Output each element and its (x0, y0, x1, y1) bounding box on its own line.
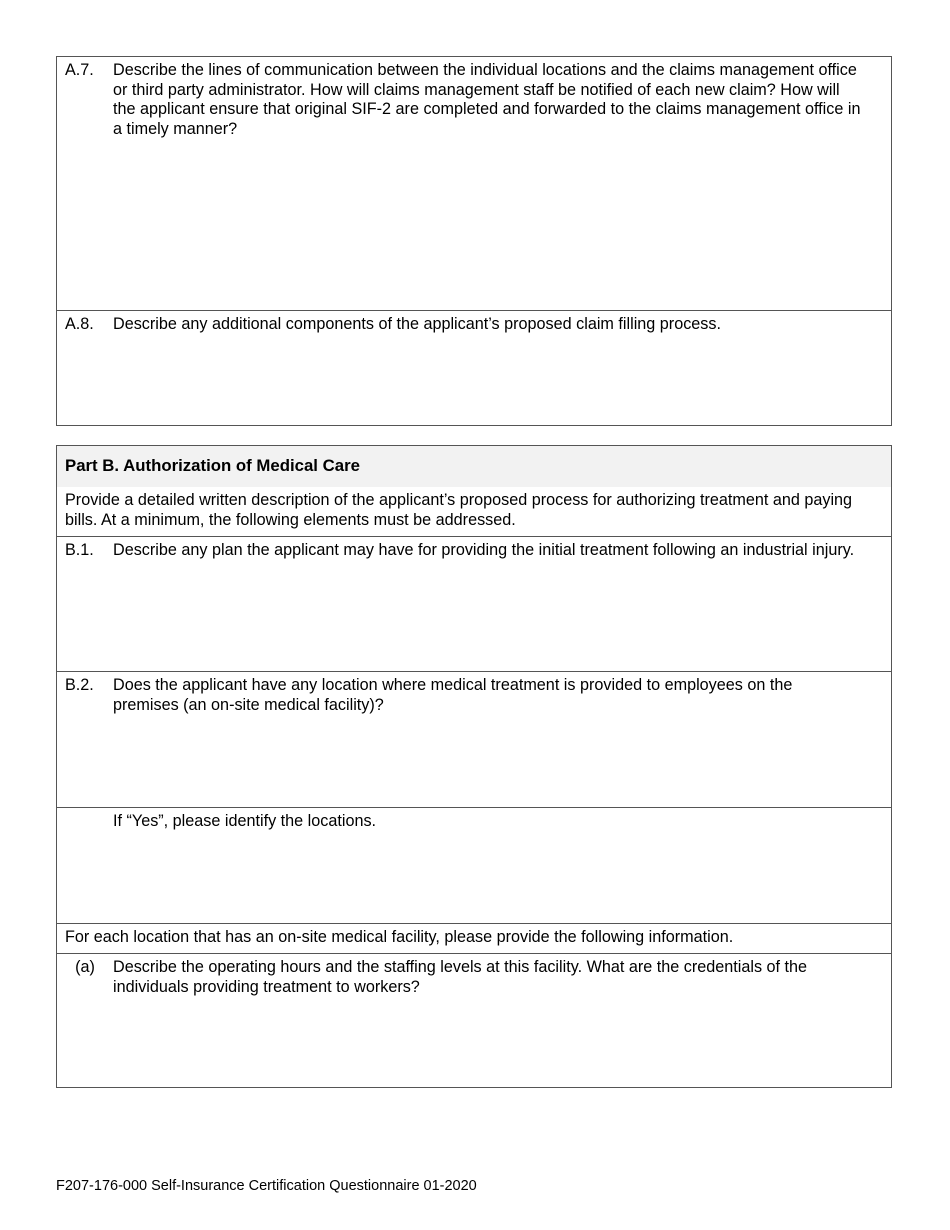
question-b2-a-text: Describe the operating hours and the staffing levels at this facility. What are the credentials of the individuals providing treatment to workers? (113, 958, 808, 996)
question-b2-a (57, 953, 891, 1089)
each-location-note (57, 923, 891, 954)
question-a7-number: A.7. (65, 61, 94, 79)
part-b-header (57, 446, 891, 487)
question-b2-number: B.2. (65, 676, 94, 694)
question-b2-followup (57, 807, 891, 924)
part-a-box (56, 56, 892, 426)
form-footer: F207-176-000 Self-Insurance Certification Questionnaire 01-2020 (56, 1178, 477, 1194)
question-b2-text: Does the applicant have any location where medical treatment is provided to employees on the premises (an on-site medical facility)? (113, 676, 793, 714)
part-b-box (56, 445, 892, 1088)
question-a8 (57, 310, 891, 427)
question-a7 (57, 57, 891, 310)
question-b2 (57, 671, 891, 808)
question-a8-number: A.8. (65, 315, 94, 333)
question-b1-number: B.1. (65, 541, 94, 559)
question-b2-followup-text: If “Yes”, please identify the locations. (113, 812, 377, 830)
question-b1 (57, 536, 891, 672)
each-location-note-text: For each location that has an on-site medical facility, please provide the following information. (65, 928, 734, 946)
question-b2-a-number: (a) (75, 958, 95, 976)
part-b-intro (57, 487, 891, 536)
question-a7-text: Describe the lines of communication between the individual locations and the claims management office or third party administrator. How will claims management staff be notified of each new claim? How will the applicant ensure that original SIF-2 are completed and forwarded to the claims management office in a timely manner? (113, 61, 861, 138)
part-b-title: Part B. Authorization of Medical Care (65, 456, 360, 475)
part-b-intro-text: Provide a detailed written description of the applicant’s proposed process for authorizing treatment and paying bills. At a minimum, the following elements must be addressed. (65, 491, 853, 529)
question-a8-text: Describe any additional components of the applicant’s proposed claim filling process. (113, 315, 721, 333)
question-b1-text: Describe any plan the applicant may have for providing the initial treatment following an industrial injury. (113, 541, 855, 559)
